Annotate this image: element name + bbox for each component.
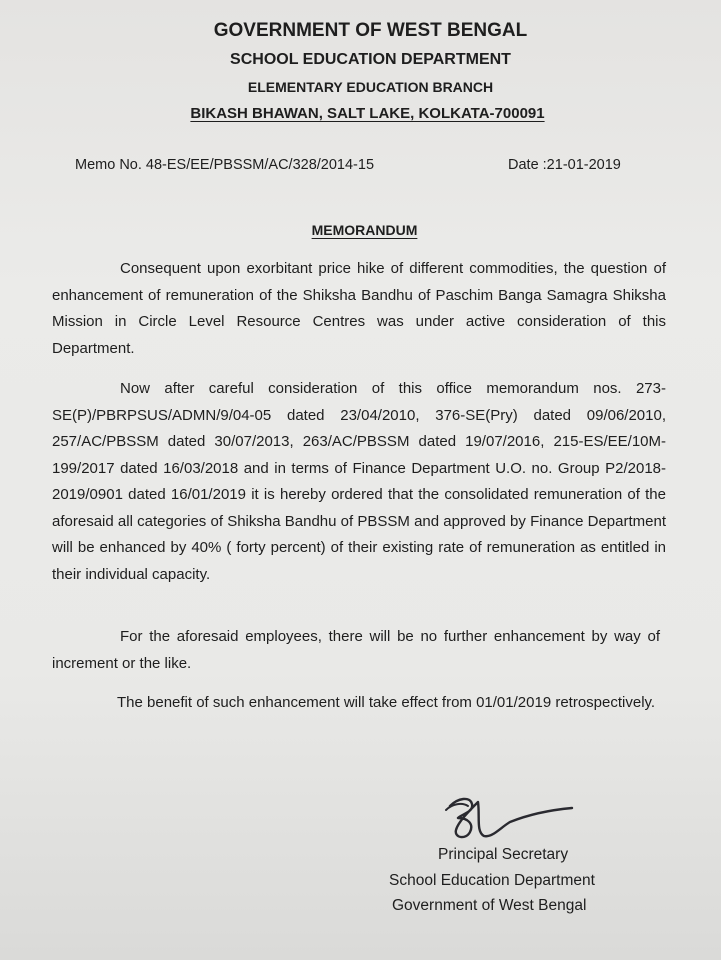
header-branch: ELEMENTARY EDUCATION BRANCH <box>247 79 494 95</box>
signatory-government: Government of West Bengal <box>392 897 587 914</box>
handwritten-signature <box>440 792 580 846</box>
paragraph-1: Consequent upon exorbitant price hike of different commodities, the question of enhancement of remuneration of the Shiksha Bandhu of Paschim Banga Samagra Shiksha Mission in Circle Level Resource Centres was under active consideration of this Department. <box>52 260 666 357</box>
paragraph-2: Now after careful consideration of this office memorandum nos. 273-SE(P)/PBRPSUS/ADMN/9/04-05 dated 23/04/2010, 376-SE(Pry) dated 09/06/2010, 257/AC/PBSSM dated 30/07/2013, 263/AC/PBSSM dated 19/07/2016, 215-ES/EE/10M-199/2017 dated 16/03/2018 and in terms of Finance Department U.O. no. Group P2/2018-2019/0901 dated 16/01/2019 it is hereby ordered that the consolidated remuneration of the aforesaid all categories of Shiksha Bandhu of PBSSM and approved by Finance Department will be enhanced by 40% ( forty percent) of their existing rate of remuneration as entitled in their individual capacity. <box>52 380 666 583</box>
signatory-department: School Education Department <box>389 872 595 889</box>
memo-title <box>0 222 721 238</box>
paragraph-4: The benefit of such enhancement will take effect from 01/01/2019 retrospectively. <box>117 694 656 711</box>
header-address <box>0 105 721 122</box>
header-government: GOVERNMENT OF WEST BENGAL <box>213 20 528 41</box>
memo-title-text: MEMORANDUM <box>311 222 418 238</box>
signatory-designation: Principal Secretary <box>438 846 569 863</box>
paragraph-3: For the aforesaid employees, there will be no further enhancement by way of increment or the like. <box>52 628 660 672</box>
memo-date: Date :21-01-2019 <box>508 157 621 173</box>
header-department: SCHOOL EDUCATION DEPARTMENT <box>230 51 511 68</box>
memo-number: Memo No. 48-ES/EE/PBSSM/AC/328/2014-15 <box>75 157 375 173</box>
header-address-text: BIKASH BHAWAN, SALT LAKE, KOLKATA-700091 <box>190 105 545 122</box>
